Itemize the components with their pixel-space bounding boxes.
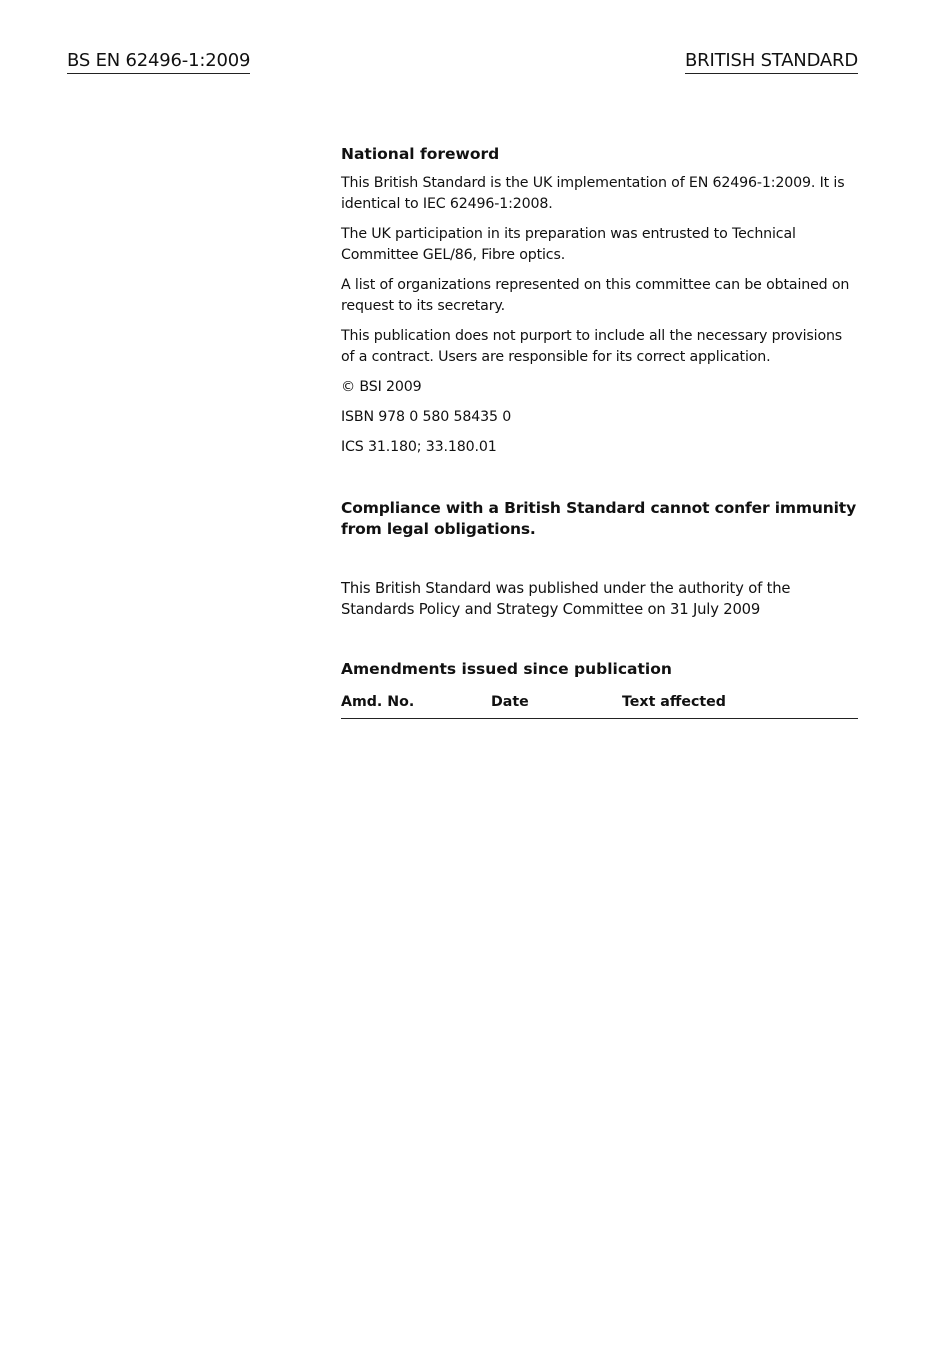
column-header-amd-no: Amd. No. [341, 694, 415, 710]
column-header-date: Date [491, 694, 529, 710]
publication-notice: This British Standard was published under the authority of the Standards Policy and Strategy Committee on 31 July 2009 [341, 580, 791, 618]
isbn-line: ISBN 978 0 580 58435 0 [341, 409, 512, 425]
foreword-paragraph-organizations: A list of organizations represented on this committee can be obtained on request to its secretary. [341, 277, 850, 314]
foreword-paragraph-committee: The UK participation in its preparation was entrusted to Technical Committee GEL/86, Fibre optics. [341, 226, 796, 263]
standard-number: BS EN 62496-1:2009 [67, 50, 250, 74]
amendments-title: Amendments issued since publication [341, 660, 672, 678]
amendments-table-header [341, 694, 858, 719]
copyright-line: © BSI 2009 [341, 379, 422, 395]
ics-line: ICS 31.180; 33.180.01 [341, 439, 497, 455]
foreword-paragraph-implementation: This British Standard is the UK implementation of EN 62496-1:2009. It is identical to IEC 62496-1:2008. [341, 175, 845, 212]
foreword-title: National foreword [341, 145, 500, 163]
foreword-content [341, 144, 858, 719]
foreword-paragraph-disclaimer: This publication does not purport to include all the necessary provisions of a contract. Users are responsible for its correct application. [341, 328, 843, 365]
compliance-notice: Compliance with a British Standard cannot confer immunity from legal obligations. [341, 499, 857, 538]
publication-type: BRITISH STANDARD [685, 50, 858, 74]
column-header-text-affected: Text affected [622, 694, 726, 710]
